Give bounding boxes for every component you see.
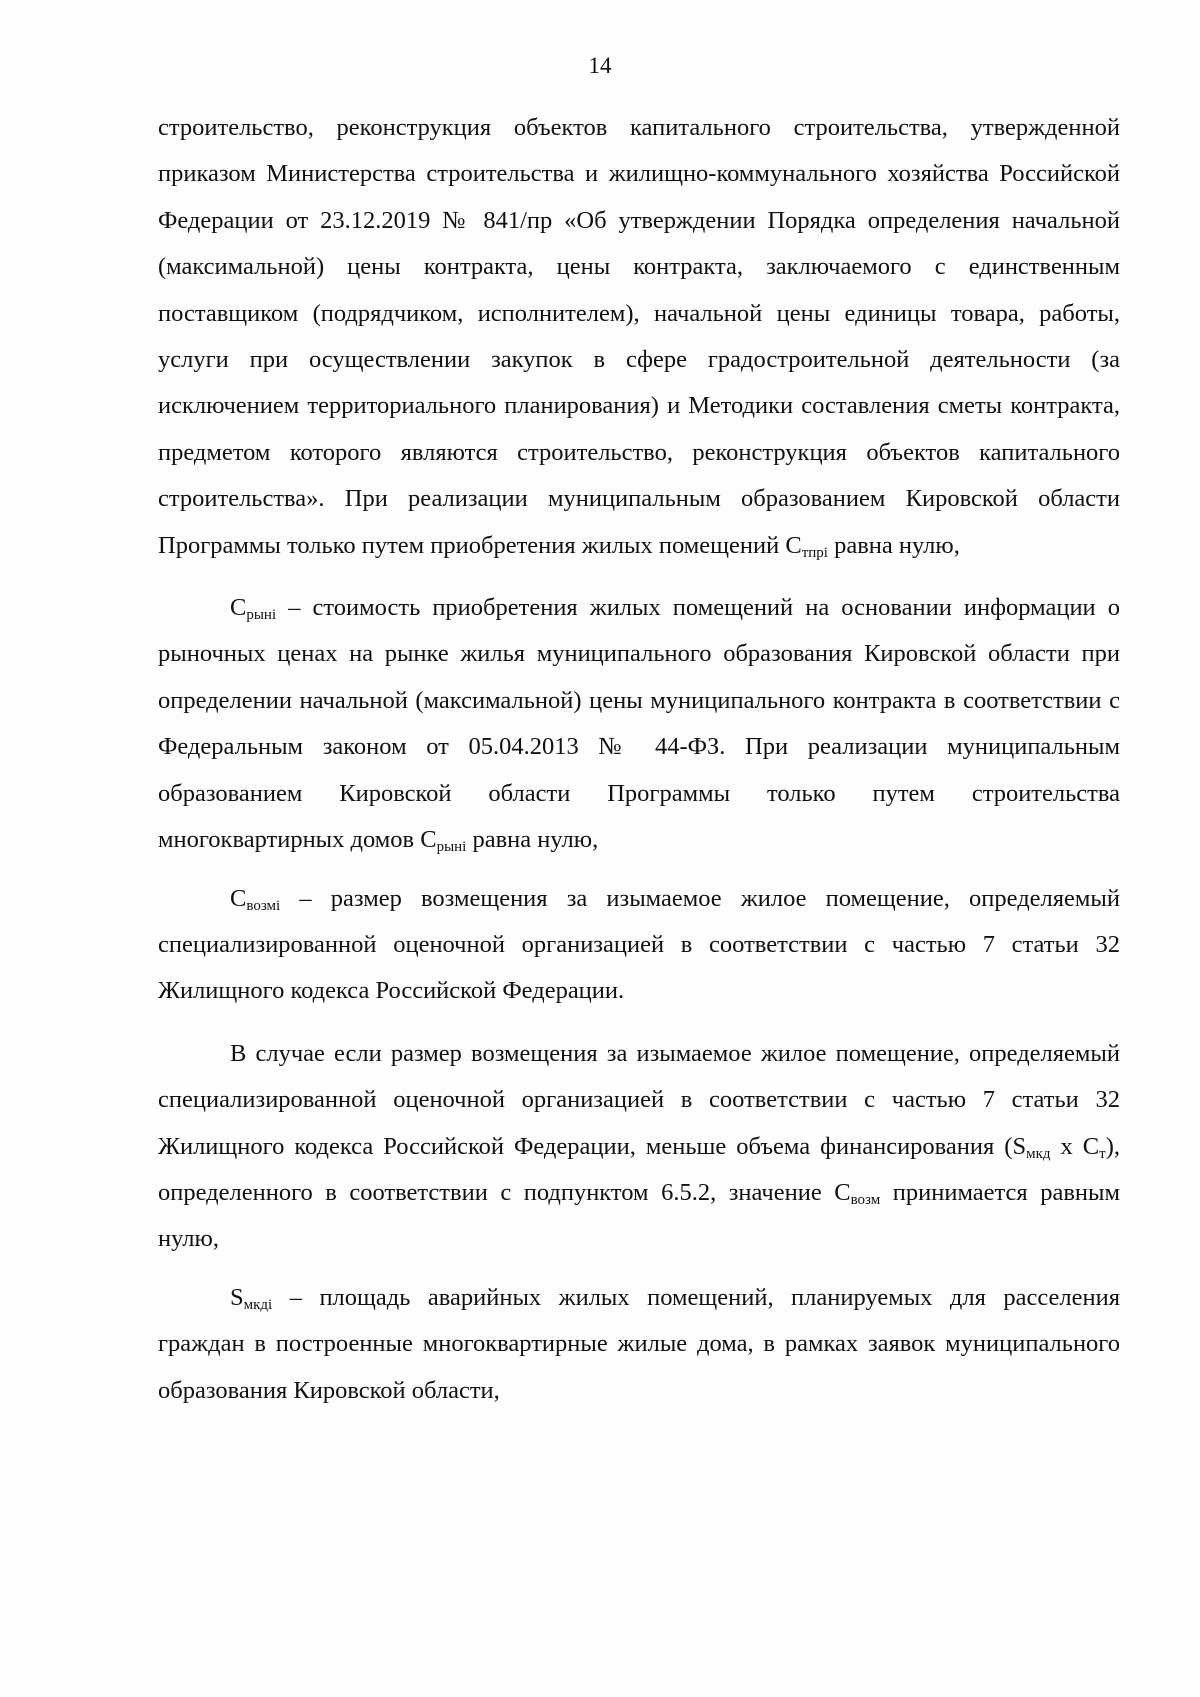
document-body (158, 105, 1120, 1414)
text-run: x С (1050, 1132, 1100, 1160)
subscript-index: мкд (1026, 1145, 1051, 1162)
text-run: С (230, 884, 247, 912)
text-run: В случае если размер возмещения за изымаемое жилое помещение, определяемый специализированной оценочной организацией в соответствии с частью 7 статьи 32 Жилищного кодекса Российской Федерации, меньше объема финансирования (S (158, 1039, 1120, 1160)
text-run: С (230, 594, 247, 622)
text-run: равна нулю, (827, 531, 960, 559)
paragraph-5 (158, 1275, 1120, 1414)
text-run: – площадь аварийных жилых помещений, планируемых для расселения граждан в построенные многоквартирные жилые дома, в рамках заявок муниципального образования Кировской области, (158, 1283, 1120, 1404)
subscript-index: т (1099, 1145, 1106, 1162)
paragraph-2 (158, 585, 1120, 863)
text-run: – размер возмещения за изымаемое жилое помещение, определяемый специализированной оценочной организацией в соответствии с частью 7 статьи 32 Жилищного кодекса Российской Федерации. (158, 884, 1120, 1005)
subscript-index: мкдi (243, 1296, 273, 1313)
text-run: принимается равным нулю, (158, 1178, 1120, 1253)
text-run: S (230, 1283, 244, 1311)
text-run: – стоимость приобретения жилых помещений на основании информации о рыночных ценах на рынке жилья муниципального образования Кировской области при определении начальной (максимальной) цены муниципального контракта в соответствии с Федеральным законом от 05.04.2013 № 44-ФЗ. При реализации муниципальным образованием Кировской области Программы только путем строительства многоквартирных домов С (158, 594, 1120, 854)
subscript-index: рынi (436, 839, 467, 856)
paragraph-4 (158, 1031, 1120, 1263)
subscript-index: возмi (246, 897, 281, 914)
subscript-index: возм (850, 1191, 881, 1208)
subscript-index: рынi (246, 607, 277, 624)
subscript-index: тпрi (801, 544, 828, 561)
page-number: 14 (588, 53, 612, 78)
paragraph-3 (158, 876, 1120, 1015)
paragraph-1 (158, 105, 1120, 569)
text-run: ), определенного в соответствии с подпунктом 6.5.2, значение С (158, 1132, 1120, 1206)
text-run: строительство, реконструкция объектов капитального строительства, утвержденной приказом Министерства строительства и жилищно-коммунального хозяйства Российской Федерации от 23.12.2019 № 841/пр «Об утверждении Порядка определения начальной (максимальной) цены контракта, цены контракта, заключаемого с единственным поставщиком (подрядчиком, исполнителем), начальной цены единицы товара, работы, услуги при осуществлении закупок в сфере градостроительной деятельности (за исключением территориального планирования) и Методики составления сметы контракта, предметом которого являются строительство, реконструкция объектов капитального строительства». При реализации муниципальным образованием Кировской области Программы только путем приобретения жилых помещений С (158, 114, 1120, 559)
text-run: равна нулю, (466, 826, 599, 854)
